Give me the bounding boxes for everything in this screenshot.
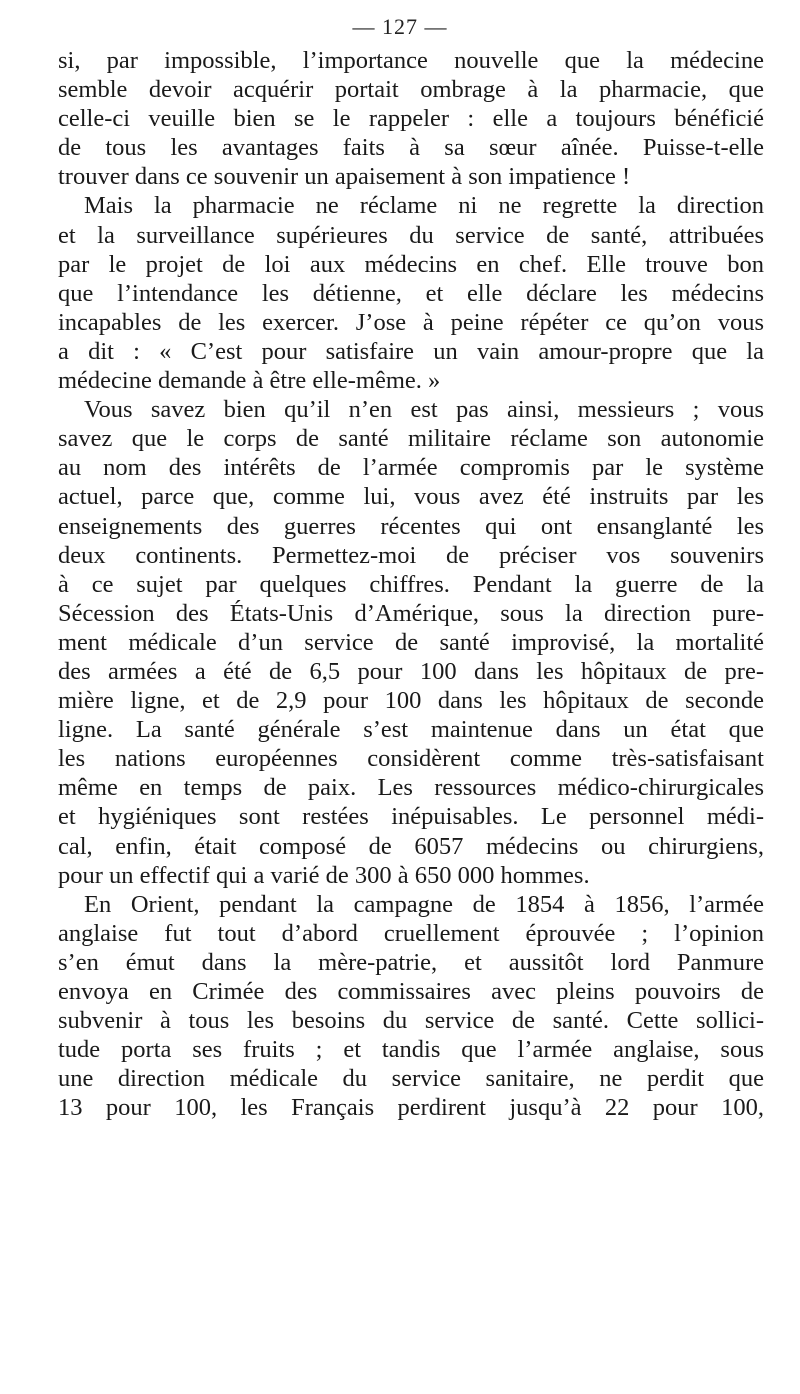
text-line: incapables de les exercer. J’ose à peine répéter ce qu’on vous [58, 308, 764, 336]
text-line: subvenir à tous les besoins du service de santé. Cette sollici- [58, 1007, 764, 1035]
text-line: actuel, parce que, comme lui, vous avez été instruits par les [58, 483, 764, 511]
text-line: trouver dans ce souvenir un apaisement à son impatience ! [58, 163, 631, 191]
page-number: — 127 — [352, 14, 448, 39]
text-line: Vous savez bien qu’il n’en est pas ainsi, messieurs ; vous [84, 396, 764, 424]
body-text [58, 46, 764, 1122]
text-line: s’en émut dans la mère-patrie, et aussitôt lord Panmure [58, 948, 764, 976]
text-line: médecine demande à être elle-même. » [58, 367, 441, 395]
text-line: celle-ci veuille bien se le rappeler : elle a toujours bénéficié [58, 105, 764, 133]
text-line: anglaise fut tout d’abord cruellement éprouvée ; l’opinion [58, 919, 764, 947]
text-line: pour un effectif qui a varié de 300 à 650 000 hommes. [58, 861, 590, 889]
text-line: semble devoir acquérir portait ombrage à la pharmacie, que [58, 76, 764, 104]
text-line: et hygiéniques sont restées inépuisables. Le personnel médi- [58, 803, 764, 831]
text-line: des armées a été de 6,5 pour 100 dans les hôpitaux de pre- [58, 657, 764, 685]
text-line: savez que le corps de santé militaire réclame son autonomie [58, 425, 764, 453]
text-line: deux continents. Permettez-moi de préciser vos souvenirs [58, 541, 764, 569]
text-line: les nations européennes considèrent comme très-satisfaisant [58, 745, 764, 773]
text-line: ment médicale d’un service de santé improvisé, la mortalité [58, 628, 764, 656]
text-line: que l’intendance les détienne, et elle déclare les médecins [58, 279, 764, 307]
text-line: tude porta ses fruits ; et tandis que l’armée anglaise, sous [58, 1036, 764, 1064]
text-line: même en temps de paix. Les ressources médico-chirurgicales [58, 774, 764, 802]
text-line: une direction médicale du service sanitaire, ne perdit que [58, 1065, 764, 1093]
text-line: envoya en Crimée des commissaires avec pleins pouvoirs de [58, 978, 764, 1005]
text-line: mière ligne, et de 2,9 pour 100 dans les hôpitaux de seconde [58, 687, 764, 715]
text-line: enseignements des guerres récentes qui ont ensanglanté les [58, 512, 764, 540]
text-line: a dit : « C’est pour satisfaire un vain amour-propre que la [58, 337, 764, 365]
text-line: 13 pour 100, les Français perdirent jusqu’à 22 pour 100, [58, 1094, 764, 1122]
text-line: au nom des intérêts de l’armée compromis par le système [58, 454, 764, 482]
text-line: Sécession des États-Unis d’Amérique, sous la direction pure- [58, 599, 764, 627]
text-line: Mais la pharmacie ne réclame ni ne regrette la direction [84, 192, 764, 220]
text-line: par le projet de loi aux médecins en chef. Elle trouve bon [58, 250, 764, 278]
text-line: En Orient, pendant la campagne de 1854 à 1856, l’armée [84, 890, 764, 918]
text-line: et la surveillance supérieures du service de santé, attribuées [58, 221, 764, 249]
text-line: si, par impossible, l’importance nouvelle que la médecine [58, 47, 764, 74]
text-line: de tous les avantages faits à sa sœur aînée. Puisse-t-elle [58, 134, 764, 162]
text-line: à ce sujet par quelques chiffres. Pendant la guerre de la [58, 570, 764, 598]
text-line: ligne. La santé générale s’est maintenue dans un état que [58, 716, 764, 744]
text-line: cal, enfin, était composé de 6057 médecins ou chirurgiens, [58, 832, 764, 860]
